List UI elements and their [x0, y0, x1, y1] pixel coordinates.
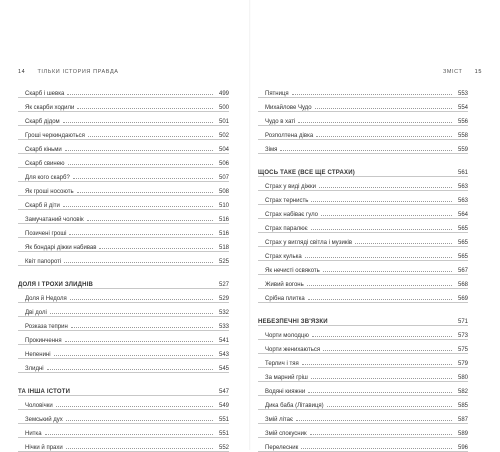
toc-section-heading[interactable]: [18, 382, 229, 396]
toc-entry-title: Страх набіває гуло: [265, 212, 318, 218]
toc-entry-page: 551: [218, 417, 229, 423]
toc-entry[interactable]: [18, 154, 229, 168]
toc-entry-title: Як гроші носоють: [25, 189, 74, 195]
toc-entry-title: Страх тернисть: [265, 198, 309, 204]
toc-section-title: НЕБЕЗПЕЧНІ ЗВ'ЯЗКИ: [258, 319, 328, 325]
toc-entry-title: Скарб дідом: [25, 119, 60, 125]
toc-entry[interactable]: [258, 368, 468, 382]
toc-entry[interactable]: [18, 345, 229, 359]
toc-section-page: 561: [457, 170, 468, 176]
toc-entry-page: 516: [218, 217, 229, 223]
toc-entry-title: Непенині: [25, 352, 51, 358]
dot-leader: [311, 378, 452, 379]
toc-entry-title: Розполтена дівка: [265, 133, 314, 139]
toc-entry[interactable]: [258, 396, 468, 410]
toc-entry-title: Злидні: [25, 366, 44, 372]
toc-entry-page: 567: [457, 268, 468, 274]
toc-entry[interactable]: [258, 382, 468, 396]
toc-entry[interactable]: [258, 261, 468, 275]
toc-entry[interactable]: [258, 247, 468, 261]
toc-entry-page: 589: [457, 431, 468, 437]
toc-entry-title: Чорти молодцю: [265, 333, 309, 339]
toc-entry[interactable]: [18, 224, 229, 238]
toc-entry-title: Земський дух: [25, 417, 63, 423]
toc-entry-title: Страх у вигляді світла і музиків: [265, 240, 353, 246]
toc-entry[interactable]: [18, 210, 229, 224]
toc-entry-page: 563: [457, 198, 468, 204]
dot-leader: [298, 122, 452, 123]
dot-leader: [66, 448, 213, 449]
toc-entry-title: Перелесник: [265, 445, 299, 451]
dot-leader: [50, 313, 213, 314]
toc-entry-title: Скарб і шевка: [25, 91, 65, 97]
toc-entry-page: 565: [457, 226, 468, 232]
toc-entry[interactable]: [18, 359, 229, 373]
toc-section-title: ТА ІНША ІСТОТИ: [18, 389, 71, 395]
toc-entry-page: 582: [457, 389, 468, 395]
left-page-number: 14: [18, 69, 26, 75]
dot-leader: [65, 150, 213, 151]
toc-entry-page: 563: [457, 184, 468, 190]
toc-entry-title: Дика баба (Літавиця): [265, 403, 324, 409]
dot-leader: [305, 257, 452, 258]
dot-leader: [323, 350, 452, 351]
toc-entry-page: 545: [218, 366, 229, 372]
toc-entry[interactable]: [18, 84, 229, 98]
toc-section-heading[interactable]: [258, 163, 468, 177]
toc-entry[interactable]: [18, 303, 229, 317]
toc-entry-title: За марний гріш: [265, 375, 308, 381]
toc-right-column: [258, 84, 468, 452]
toc-entry-page: 499: [218, 91, 229, 97]
toc-entry-page: 585: [457, 403, 468, 409]
toc-entry-page: 543: [218, 352, 229, 358]
dot-leader: [315, 108, 452, 109]
toc-entry-page: 559: [457, 147, 468, 153]
dot-leader: [319, 187, 452, 188]
toc-entry-title: Доля й Недоля: [25, 296, 67, 302]
toc-entry[interactable]: [18, 317, 229, 331]
dot-leader: [99, 248, 213, 249]
dot-leader: [311, 201, 452, 202]
toc-entry-title: Страх паралює: [265, 226, 308, 232]
dot-leader: [308, 299, 452, 300]
dot-leader: [280, 150, 452, 151]
toc-entry-title: Срібна плитка: [265, 296, 305, 302]
toc-entry-page: 553: [457, 91, 468, 97]
toc-entry[interactable]: [18, 168, 229, 182]
toc-entry[interactable]: [258, 424, 468, 438]
dot-leader: [64, 262, 213, 263]
toc-entry[interactable]: [258, 219, 468, 233]
toc-section-heading[interactable]: [18, 275, 229, 289]
toc-entry[interactable]: [18, 331, 229, 345]
toc-entry-title: Дві долі: [25, 310, 47, 316]
dot-leader: [321, 215, 452, 216]
toc-entry-page: 541: [218, 338, 229, 344]
toc-entry-page: 587: [457, 417, 468, 423]
right-running-title: ЗМІСТ: [442, 69, 463, 75]
toc-entry-title: Терлич і тяя: [265, 361, 299, 367]
toc-entry-title: Чудо в хаті: [265, 119, 296, 125]
toc-entry-page: 565: [457, 254, 468, 260]
dot-leader: [316, 136, 452, 137]
dot-leader: [302, 364, 452, 365]
toc-entry[interactable]: [258, 98, 468, 112]
toc-entry-page: 580: [457, 375, 468, 381]
dot-leader: [65, 341, 213, 342]
toc-section-page: 547: [218, 389, 229, 395]
left-running-title: ТІЛЬКИ ІСТОРИЯ ПРАВДА: [37, 69, 119, 75]
toc-left-column: [18, 84, 229, 452]
toc-entry-title: Михайлове Чудо: [265, 105, 312, 111]
toc-entry-page: 506: [218, 161, 229, 167]
toc-entry-page: 596: [457, 445, 468, 451]
toc-entry-title: Пятниця: [265, 91, 289, 97]
toc-entry-title: Скарб свинею: [25, 161, 65, 167]
toc-entry-title: Як скарби ходили: [25, 105, 75, 111]
toc-entry-title: Скарб й діти: [25, 203, 60, 209]
toc-entry[interactable]: [258, 84, 468, 98]
dot-leader: [54, 355, 213, 356]
toc-section-title: ДОЛЯ І ТРОХИ ЗЛИДНІВ: [18, 282, 94, 288]
dot-leader: [355, 243, 452, 244]
dot-leader: [307, 285, 452, 286]
toc-entry-page: 579: [457, 361, 468, 367]
toc-entry-title: Змій спокусник: [265, 431, 307, 437]
toc-entry-page: 552: [218, 445, 229, 451]
toc-entry-title: Зімя: [265, 147, 278, 153]
toc-entry-page: 575: [457, 347, 468, 353]
toc-entry[interactable]: [258, 126, 468, 140]
toc-entry[interactable]: [18, 126, 229, 140]
dot-leader: [45, 434, 213, 435]
toc-entry-page: 558: [457, 133, 468, 139]
dot-leader: [296, 420, 452, 421]
dot-leader: [56, 406, 213, 407]
toc-entry-title: Квіт папороті: [25, 259, 62, 265]
toc-entry-page: 529: [218, 296, 229, 302]
toc-entry[interactable]: [18, 238, 229, 252]
toc-entry[interactable]: [258, 177, 468, 191]
right-page-number: 15: [474, 69, 482, 75]
dot-leader: [63, 206, 213, 207]
toc-entry[interactable]: [258, 289, 468, 303]
toc-entry-title: Чоловічки: [25, 403, 53, 409]
dot-leader: [70, 299, 213, 300]
toc-entry-title: Прокинчення: [25, 338, 62, 344]
dot-leader: [66, 420, 213, 421]
toc-entry[interactable]: [18, 424, 229, 438]
dot-leader: [63, 122, 213, 123]
dot-leader: [87, 220, 213, 221]
toc-entry[interactable]: [258, 340, 468, 354]
dot-leader: [310, 434, 452, 435]
toc-entry-page: 573: [457, 333, 468, 339]
toc-entry-page: 569: [457, 296, 468, 302]
toc-entry[interactable]: [18, 252, 229, 266]
toc-entry[interactable]: [258, 205, 468, 219]
dot-leader: [69, 234, 213, 235]
toc-entry-page: 516: [218, 231, 229, 237]
dot-leader: [311, 229, 452, 230]
toc-entry-page: 525: [218, 259, 229, 265]
toc-entry-page: 556: [457, 119, 468, 125]
dot-leader: [47, 369, 213, 370]
toc-entry[interactable]: [258, 275, 468, 289]
toc-entry[interactable]: [258, 354, 468, 368]
toc-entry-title: Гроші черкиндаються: [25, 133, 85, 139]
dot-leader: [77, 108, 213, 109]
toc-entry-title: Як бондарі діжки набивав: [25, 245, 97, 251]
toc-entry[interactable]: [258, 410, 468, 424]
dot-leader: [312, 336, 452, 337]
toc-entry-page: 501: [218, 119, 229, 125]
toc-entry-title: Змій літає: [265, 417, 294, 423]
toc-entry-page: 533: [218, 324, 229, 330]
dot-leader: [71, 327, 213, 328]
dot-leader: [323, 271, 452, 272]
toc-entry-page: 502: [218, 133, 229, 139]
toc-section-heading[interactable]: [258, 312, 468, 326]
toc-entry-page: 508: [218, 189, 229, 195]
toc-entry-title: Нитка: [25, 431, 42, 437]
dot-leader: [308, 392, 452, 393]
toc-entry-title: Страх кулька: [265, 254, 302, 260]
toc-entry-page: 554: [457, 105, 468, 111]
toc-entry-title: Нічки й прахи: [25, 445, 63, 451]
toc-entry-title: Розказа теприн: [25, 324, 68, 330]
toc-entry-page: 504: [218, 147, 229, 153]
toc-entry[interactable]: [18, 289, 229, 303]
toc-entry[interactable]: [258, 140, 468, 154]
toc-entry-page: 549: [218, 403, 229, 409]
toc-entry-page: 510: [218, 203, 229, 209]
book-gutter: [249, 0, 251, 450]
toc-entry-title: Скарб кіньми: [25, 147, 62, 153]
dot-leader: [301, 448, 452, 449]
toc-entry[interactable]: [18, 112, 229, 126]
toc-entry[interactable]: [258, 233, 468, 247]
right-running-head: [443, 69, 482, 75]
toc-entry-title: Чорти женихаються: [265, 347, 321, 353]
toc-entry-page: 532: [218, 310, 229, 316]
toc-entry-page: 500: [218, 105, 229, 111]
toc-entry[interactable]: [258, 326, 468, 340]
toc-section-page: 527: [218, 282, 229, 288]
toc-entry-title: Страх у виді діжки: [265, 184, 316, 190]
toc-entry[interactable]: [258, 112, 468, 126]
dot-leader: [68, 164, 213, 165]
dot-leader: [77, 192, 213, 193]
toc-entry[interactable]: [18, 410, 229, 424]
toc-entry[interactable]: [258, 191, 468, 205]
toc-entry-title: Замучатаний чоловік: [25, 217, 84, 223]
toc-entry-title: Як нечисті освякоть: [265, 268, 320, 274]
toc-section-title: ЩОСЬ ТАКЕ (ВСЕ ЩЕ СТРАХИ): [258, 170, 355, 176]
toc-entry-title: Живий вогонь: [265, 282, 304, 288]
toc-entry-page: 568: [457, 282, 468, 288]
toc-entry-page: 551: [218, 431, 229, 437]
toc-entry-page: 564: [457, 212, 468, 218]
toc-entry-page: 507: [218, 175, 229, 181]
toc-entry-page: 565: [457, 240, 468, 246]
toc-entry-title: Для кого скарб?: [25, 175, 70, 181]
dot-leader: [73, 178, 213, 179]
toc-entry[interactable]: [18, 182, 229, 196]
dot-leader: [67, 94, 213, 95]
dot-leader: [327, 406, 452, 407]
toc-section-page: 571: [457, 319, 468, 325]
toc-entry[interactable]: [18, 396, 229, 410]
toc-entry[interactable]: [18, 196, 229, 210]
toc-entry-title: Позичені гроші: [25, 231, 67, 237]
dot-leader: [292, 94, 452, 95]
left-running-head: [18, 69, 119, 75]
toc-entry[interactable]: [18, 98, 229, 112]
toc-entry-page: 518: [218, 245, 229, 251]
toc-entry-title: Водяні кияжни: [265, 389, 306, 395]
toc-entry[interactable]: [18, 140, 229, 154]
dot-leader: [88, 136, 213, 137]
